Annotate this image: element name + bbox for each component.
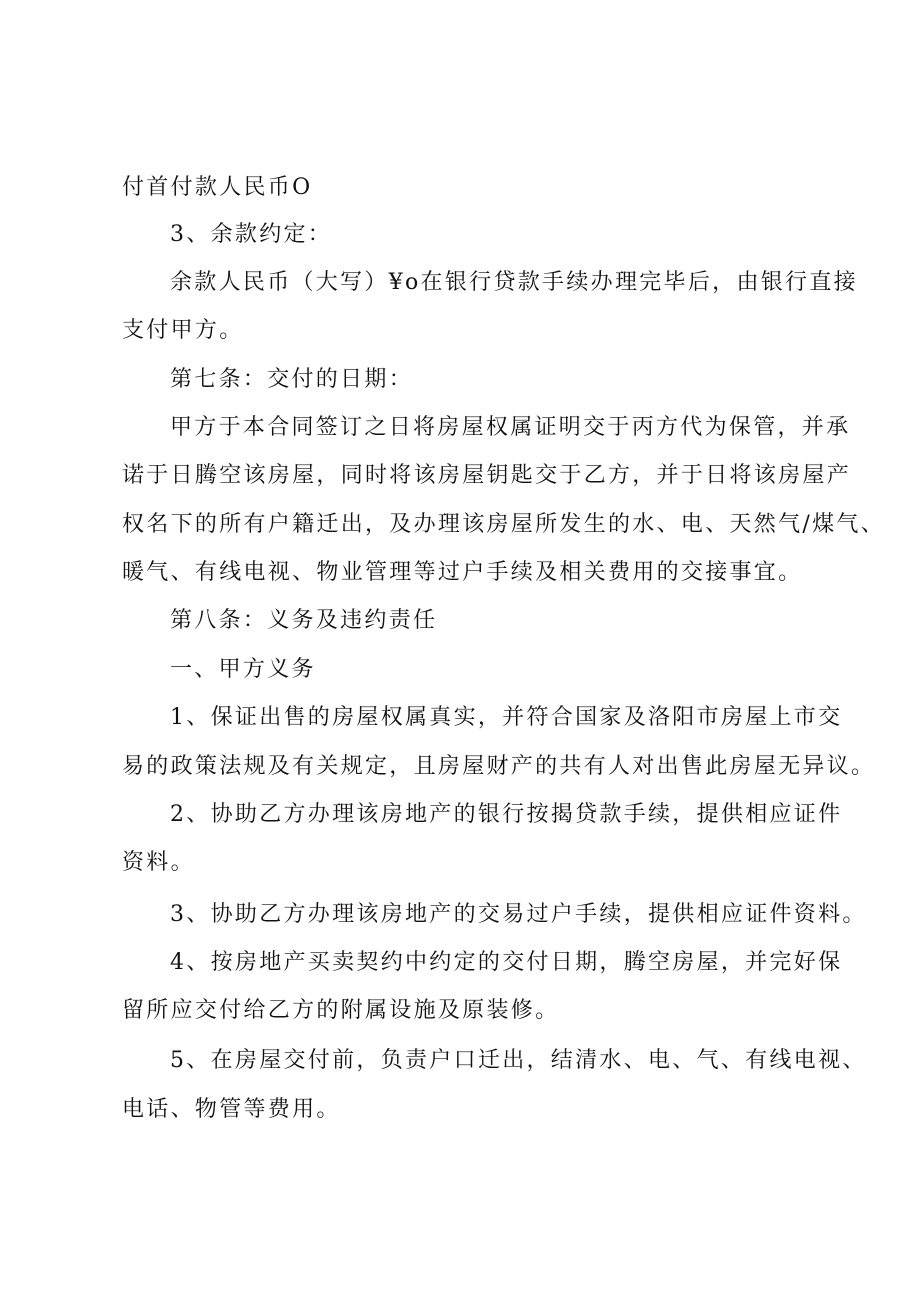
section-heading-balance: 3、余款约定： [170,222,333,247]
text-line: 电话、物管等费用。 [122,1097,341,1122]
list-item-2: 2、协助乙方办理该房地产的银行按揭贷款手续，提供相应证件 [170,802,843,827]
list-item-4: 4、按房地产买卖契约中约定的交付日期，腾空房屋，并完好保 [170,950,843,975]
text-line-payment-tail: 付首付款人民币O [122,175,313,200]
text-line: 留所应交付给乙方的附属设施及原装修。 [122,998,560,1023]
article-heading-7: 第七条：交付的日期： [170,367,414,392]
text-line: 余款人民币（大写）¥o在银行贷款手续办理完毕后，由银行直接 [170,270,858,295]
section-heading-party-a: 一、甲方义务 [170,657,316,682]
text-line: 暖气、有线电视、物业管理等过户手续及相关费用的交接事宜。 [122,560,803,585]
text-line: 诺于日腾空该房屋，同时将该房屋钥匙交于乙方，并于日将该房屋产 [122,463,852,488]
text-line: 甲方于本合同签订之日将房屋权属证明交于丙方代为保管，并承 [170,415,851,440]
text-line: 权名下的所有户籍迁出，及办理该房屋所发生的水、电、天然气/煤气、 [122,512,886,537]
list-item-3: 3、协助乙方办理该房地产的交易过户手续，提供相应证件资料。 [170,902,867,927]
text-line: 易的政策法规及有关规定，且房屋财产的共有人对出售此房屋无异议。 [122,754,876,779]
article-heading-8: 第八条：义务及违约责任 [170,608,438,633]
text-line: 资料。 [122,850,195,875]
text-line: 支付甲方。 [122,318,244,343]
list-item-5: 5、在房屋交付前，负责户口迁出，结清水、电、气、有线电视、 [170,1048,867,1073]
list-item-1: 1、保证出售的房屋权属真实，并符合国家及洛阳市房屋上市交 [170,705,843,730]
